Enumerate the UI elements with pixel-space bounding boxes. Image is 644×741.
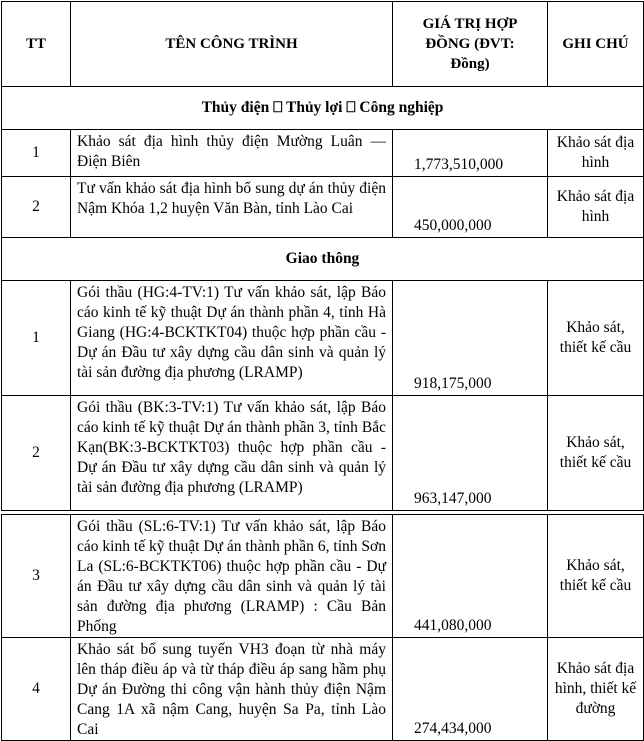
table-row — [2, 638, 644, 741]
row-tt: 2 — [2, 396, 71, 511]
section-title: Giao thông — [2, 238, 644, 281]
row-tt: 1 — [2, 281, 71, 396]
section-title: Thủy điện ⎕ Thủy lợi ⎕ Công nghiệp — [2, 87, 644, 130]
row-name: Gói thầu (BK:3-TV:1) Tư vấn khảo sát, lập Báo cáo kinh tế kỹ thuật Dự án thành phần 3, tỉnh Bắc Kạn(BK:3-BCKTKT03) thuộc hợp phần cầu - Dự án Đầu tư xây dựng cầu dân sinh và quản lý tài sản đường địa phương (LRAMP) — [71, 396, 393, 511]
row-note: Khảo sát, thiết kế cầu — [548, 396, 644, 511]
row-tt: 4 — [2, 638, 71, 741]
row-value: 274,434,000 — [393, 638, 548, 741]
row-name: Gói thầu (HG:4-TV:1) Tư vấn khảo sát, lập Báo cáo kinh tế kỹ thuật Dự án thành phần 4, tỉnh Hà Giang (HG:4-BCKTKT04) thuộc hợp phần cầu - Dự án Đầu tư xây dựng cầu dân sinh và quản lý tài sản đường địa phương (LRAMP) — [71, 281, 393, 396]
row-tt: 1 — [2, 130, 71, 177]
table-row — [2, 130, 644, 177]
row-name: Khảo sát địa hình thủy điện Mường Luân — Điện Biên — [71, 130, 393, 177]
table-row — [2, 177, 644, 238]
row-value: 450,000,000 — [393, 177, 548, 238]
section-row — [2, 87, 644, 130]
section-row — [2, 238, 644, 281]
row-tt: 2 — [2, 177, 71, 238]
row-name: Khảo sát bổ sung tuyến VH3 đoạn từ nhà máy lên tháp điều áp và từ tháp điều áp sang hầm phụ Dự án Đường thi công vận hành thủy điện Nậm Cang 1A xã nậm Cang, huyện Sa Pa, tỉnh Lào Cai — [71, 638, 393, 741]
table-row — [2, 515, 644, 638]
table-row — [2, 396, 644, 511]
row-tt: 3 — [2, 515, 71, 638]
header-tt: TT — [2, 2, 71, 87]
contracts-table — [1, 1, 644, 741]
row-value: 1,773,510,000 — [393, 130, 548, 177]
row-note: Khảo sát, thiết kế cầu — [548, 515, 644, 638]
row-note: Khảo sát địa hình, thiết kế đường — [548, 638, 644, 741]
header-note: GHI CHÚ — [548, 2, 644, 87]
row-name: Gói thầu (SL:6-TV:1) Tư vấn khảo sát, lập Báo cáo kinh tế kỹ thuật Dự án thành phần 6, tỉnh Sơn La (SL:6-BCKTKT06) thuộc hợp phần cầu - Dự án Đầu tư xây dựng cầu dân sinh và quản lý tài sản đường địa phương (LRAMP) : Cầu Bản Phống — [71, 515, 393, 638]
row-value: 963,147,000 — [393, 396, 548, 511]
table-row — [2, 281, 644, 396]
header-name: TÊN CÔNG TRÌNH — [71, 2, 393, 87]
header-value: GIÁ TRỊ HỢP ĐỒNG (ĐVT: Đồng) — [393, 2, 548, 87]
header-row — [2, 2, 644, 87]
row-note: Khảo sát địa hình — [548, 177, 644, 238]
row-value: 918,175,000 — [393, 281, 548, 396]
row-name: Tư vấn khảo sát địa hình bổ sung dự án thủy điện Nậm Khóa 1,2 huyện Văn Bàn, tỉnh Lào Cai — [71, 177, 393, 238]
row-note: Khảo sát địa hình — [548, 130, 644, 177]
row-note: Khảo sát, thiết kế cầu — [548, 281, 644, 396]
row-value: 441,080,000 — [393, 515, 548, 638]
